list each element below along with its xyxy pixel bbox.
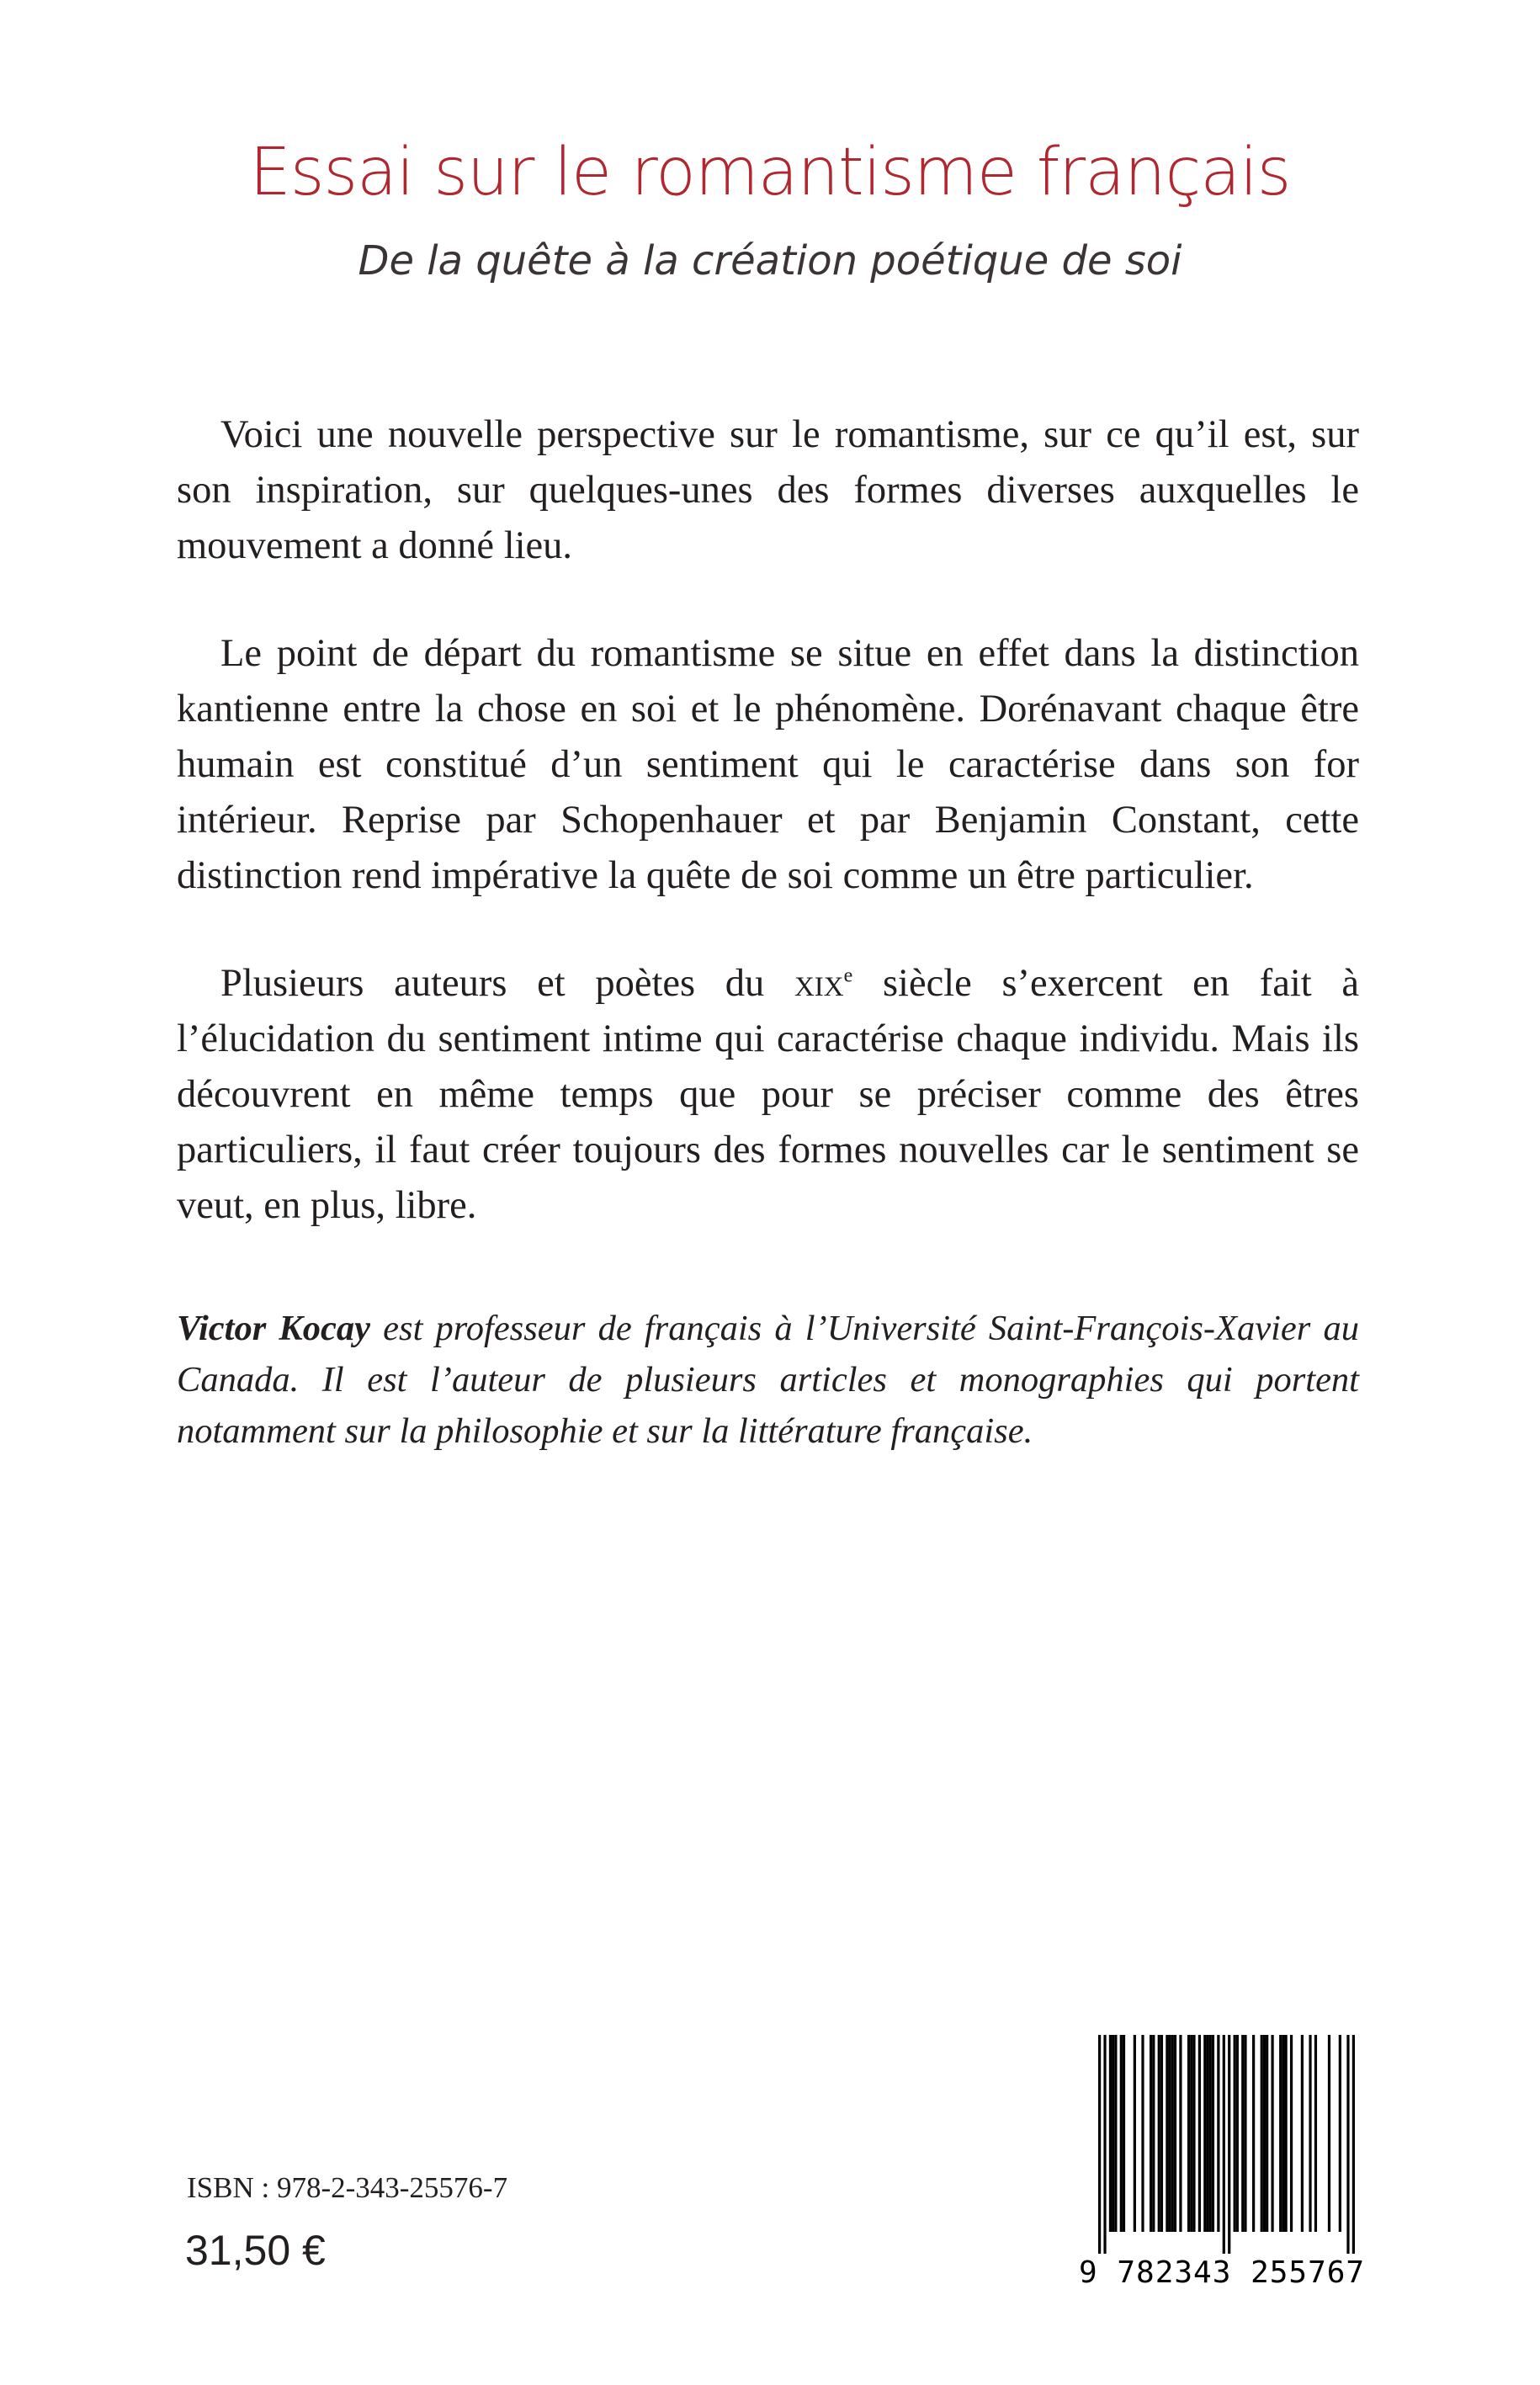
century-superscript: e [843, 964, 853, 987]
barcode-bar [1279, 2035, 1282, 2232]
barcode-bar [1228, 2035, 1230, 2254]
barcode-bar [1141, 2035, 1144, 2232]
barcode-bar [1271, 2035, 1273, 2232]
author-name: Victor Kocay [177, 1309, 371, 1348]
blurb-paragraph-2: Le point de départ du romantisme se situe en effet dans la distinction kantienne entre la chose en soi et le phénomène. Dorénavant chaque être humain est constitué d’un sentiment qui le caractérise dans son for intérieur. Reprise par Schopenhauer et par Benjamin Constant, cette distinction rend impérative la quête de soi comme un être particulier. [177, 632, 1359, 897]
barcode-bar [1150, 2035, 1152, 2232]
barcode-bar [1098, 2035, 1101, 2254]
barcode-bar [1223, 2035, 1225, 2254]
barcode-bar [1187, 2035, 1190, 2232]
barcode-bar [1212, 2035, 1214, 2232]
barcode-bar [1203, 2035, 1206, 2232]
barcode-bar [1352, 2035, 1355, 2254]
isbn-number: ISBN : 978-2-343-25576-7 [187, 2171, 508, 2204]
barcode-bar [1179, 2035, 1182, 2232]
barcode-bar [1206, 2035, 1208, 2232]
barcode-bar [1244, 2035, 1246, 2232]
barcode-bar [1241, 2035, 1244, 2232]
barcode-bar [1166, 2035, 1168, 2232]
price-label: 31,50 € [185, 2227, 326, 2274]
barcode-bar [1192, 2035, 1195, 2232]
barcode-bar [1158, 2035, 1160, 2232]
barcode-bar [1282, 2035, 1284, 2232]
barcode-bar [1252, 2035, 1255, 2232]
barcode-digits: 9 782343 255767 [1079, 2255, 1366, 2290]
barcode-bar [1123, 2035, 1125, 2232]
barcode-bar [1198, 2035, 1201, 2232]
barcode-bar [1174, 2035, 1176, 2232]
barcode-bar [1234, 2035, 1236, 2232]
barcode-bar [1217, 2035, 1219, 2232]
barcode-bar [1160, 2035, 1163, 2232]
barcode-bar [1171, 2035, 1174, 2232]
barcode-bar [1209, 2035, 1212, 2232]
barcode-bar [1309, 2035, 1311, 2232]
blurb-paragraph-3 [177, 956, 1359, 1234]
book-title: Essai sur le romantisme français [249, 135, 1291, 210]
blurb [177, 407, 1359, 1286]
barcode-bar [1152, 2035, 1155, 2232]
author-bio [177, 1303, 1359, 1457]
barcode-bar [1236, 2035, 1239, 2232]
barcode-bar [1109, 2035, 1112, 2232]
barcode-bar [1103, 2035, 1106, 2254]
barcode-bar [1120, 2035, 1123, 2232]
barcode-bar [1301, 2035, 1304, 2232]
barcode-bar [1190, 2035, 1192, 2232]
barcode-bar [1328, 2035, 1330, 2232]
blurb-p3-start: Plusieurs auteurs et poètes du [220, 962, 794, 1005]
author-bio-text: est professeur de français à l’Université Saint-François-Xavier au Canada. Il est l’auteur de plusieurs articles et monographies qui portent notamment sur la philosophie et sur la littérature française. [177, 1309, 1359, 1451]
blurb-paragraph-1: Voici une nouvelle perspective sur le romantisme, sur ce qu’il est, sur son inspiration, sur quelques-unes des formes diverses auxquelles le mouvement a donné lieu. [177, 413, 1359, 567]
barcode-bar [1261, 2035, 1263, 2232]
century-numeral: xix [794, 962, 844, 1005]
barcode-bar [1114, 2035, 1117, 2232]
barcode-bar [1285, 2035, 1288, 2232]
barcode-bar [1134, 2035, 1136, 2232]
barcode-bar [1339, 2035, 1341, 2232]
barcode-bar [1263, 2035, 1266, 2232]
barcode-bar [1346, 2035, 1349, 2254]
barcode-bar [1168, 2035, 1171, 2232]
barcode-bar [1112, 2035, 1114, 2232]
barcode-bar [1290, 2035, 1293, 2232]
blurb-p3-end: siècle s’exercent en fait à l’élucidation du sentiment intime qui caractérise chaque individu. Mais ils découvrent en même temps que pour se préciser comme des êtres particuliers, il faut créer toujours des formes nouvelles car le sentiment se veut, en plus, libre. [177, 962, 1359, 1227]
ean13-barcode-icon [1098, 2035, 1355, 2254]
book-subtitle: De la quête à la création poétique de soi [358, 237, 1182, 284]
barcode-bar [1266, 2035, 1268, 2232]
barcode-bar [1314, 2035, 1317, 2232]
